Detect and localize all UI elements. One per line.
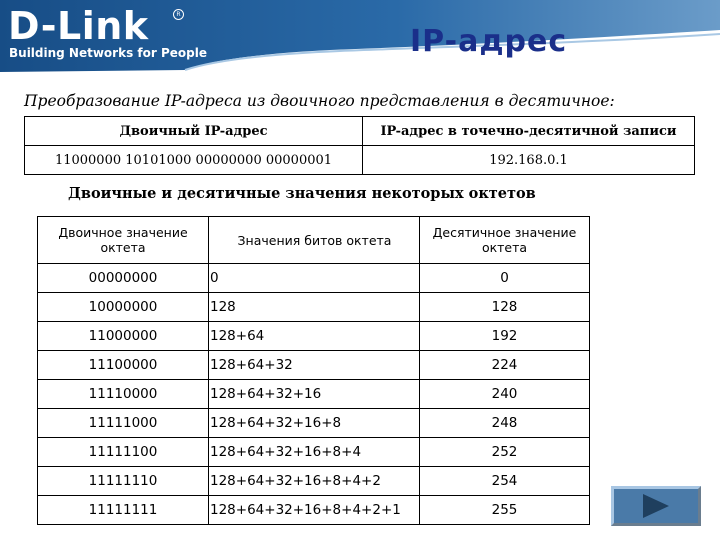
ip-conversion-table	[24, 116, 695, 175]
octet-section-title: Двоичные и десятичные значения некоторых октетов	[68, 185, 536, 202]
slide-header	[0, 0, 720, 80]
table-row	[38, 351, 590, 380]
header-decimal-octet: Десятичное значение октета	[420, 217, 590, 264]
bits-cell: 128+64	[209, 322, 420, 351]
table-row	[38, 380, 590, 409]
d-link-logo	[8, 4, 207, 64]
table-header-row	[38, 217, 590, 264]
bits-cell: 128+64+32+16+8+4	[209, 438, 420, 467]
decimal-cell: 128	[420, 293, 590, 322]
table-row	[38, 467, 590, 496]
decimal-cell: 248	[420, 409, 590, 438]
bits-cell: 128+64+32+16+8	[209, 409, 420, 438]
conversion-subtitle: Преобразование IP-адреса из двоичного представления в десятичное:	[24, 92, 615, 110]
bits-cell: 128+64+32+16	[209, 380, 420, 409]
binary-cell: 11100000	[38, 351, 209, 380]
header-binary-ip: Двоичный IP-адрес	[25, 117, 363, 146]
decimal-cell: 224	[420, 351, 590, 380]
decimal-cell: 0	[420, 264, 590, 293]
binary-cell: 10000000	[38, 293, 209, 322]
table-row	[38, 496, 590, 525]
header-bit-values: Значения битов октета	[209, 217, 420, 264]
octet-values-table	[37, 216, 590, 525]
decimal-cell: 254	[420, 467, 590, 496]
table-header-row	[25, 117, 695, 146]
bits-cell: 128+64+32+16+8+4+2+1	[209, 496, 420, 525]
play-triangle-icon	[641, 493, 671, 519]
table-row	[38, 409, 590, 438]
decimal-cell: 240	[420, 380, 590, 409]
next-slide-button[interactable]	[611, 486, 701, 526]
binary-ip-value: 11000000 10101000 00000000 00000001	[25, 146, 363, 175]
header-dotted-decimal-ip: IP-адрес в точечно-десятичной записи	[363, 117, 695, 146]
decimal-cell: 192	[420, 322, 590, 351]
table-row	[38, 322, 590, 351]
table-row	[38, 438, 590, 467]
table-row	[25, 146, 695, 175]
binary-cell: 11111110	[38, 467, 209, 496]
binary-cell: 00000000	[38, 264, 209, 293]
slide-title: IP-адрес	[410, 24, 568, 59]
bits-cell: 0	[209, 264, 420, 293]
bits-cell: 128	[209, 293, 420, 322]
bits-cell: 128+64+32	[209, 351, 420, 380]
decimal-cell: 255	[420, 496, 590, 525]
table-row	[38, 264, 590, 293]
decimal-ip-value: 192.168.0.1	[363, 146, 695, 175]
table-row	[38, 293, 590, 322]
bits-cell: 128+64+32+16+8+4+2	[209, 467, 420, 496]
binary-cell: 11111111	[38, 496, 209, 525]
registered-mark: R	[173, 9, 184, 20]
logo-brand-text: D-Link	[8, 4, 149, 48]
logo-tagline: Building Networks for People	[9, 46, 207, 60]
binary-cell: 11110000	[38, 380, 209, 409]
decimal-cell: 252	[420, 438, 590, 467]
binary-cell: 11111100	[38, 438, 209, 467]
binary-cell: 11111000	[38, 409, 209, 438]
header-binary-octet: Двоичное значение октета	[38, 217, 209, 264]
binary-cell: 11000000	[38, 322, 209, 351]
